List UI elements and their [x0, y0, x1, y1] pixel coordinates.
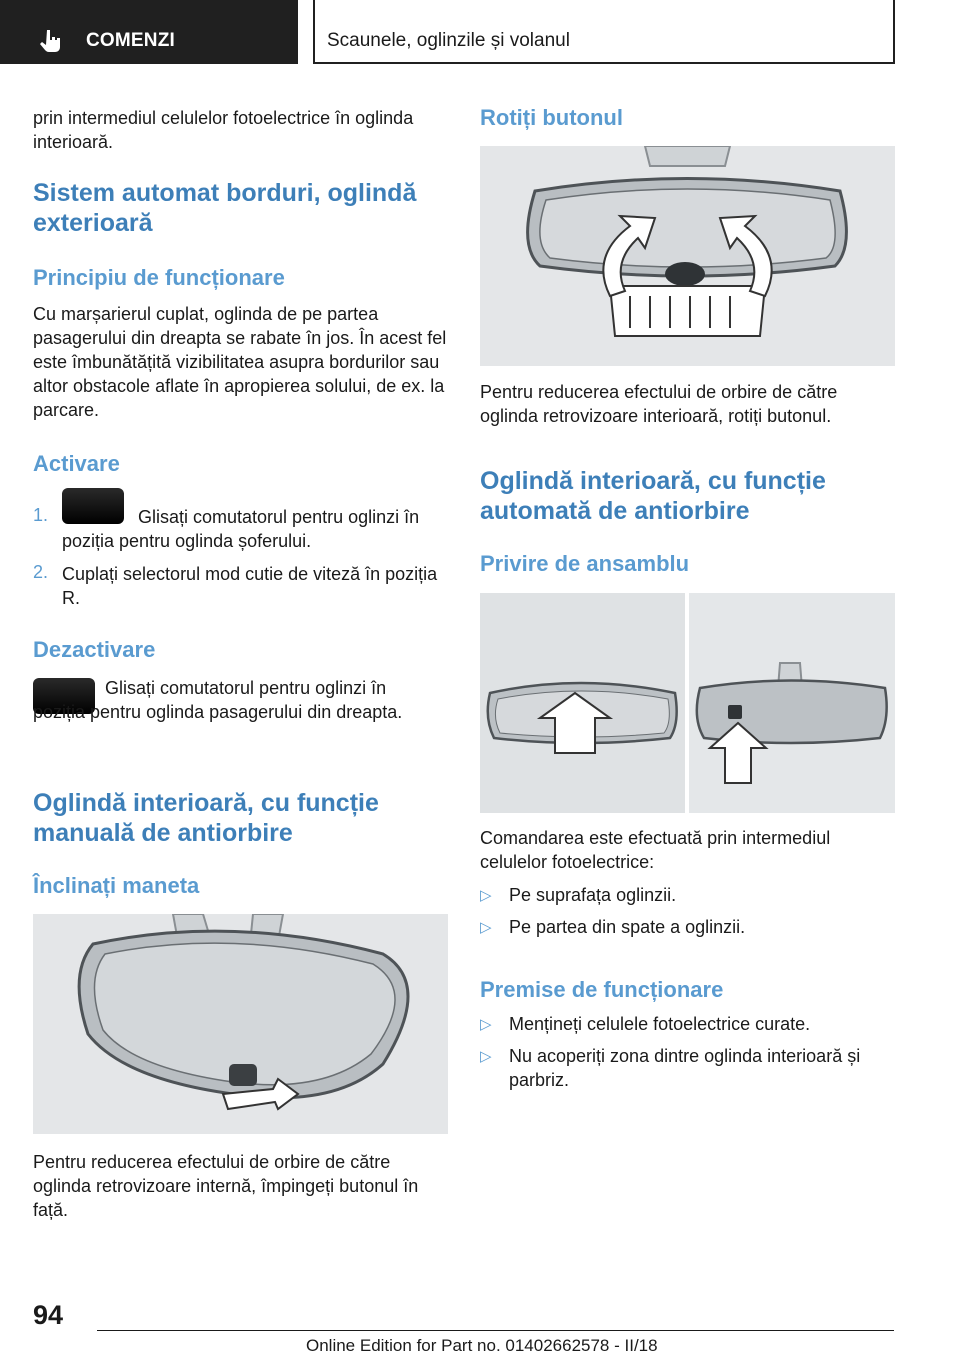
step-number: 2. — [33, 562, 49, 582]
manual-mirror-figure — [33, 914, 448, 1134]
tilt-paragraph: Pentru reducerea efectului de orbire de către oglinda retrovizoare internă, împingeți butonul în față. — [33, 1152, 419, 1220]
step-text: Cuplați selectorul mod cutie de viteză în poziția R. — [62, 564, 438, 608]
overview-illustration — [480, 593, 895, 813]
overview-figure — [480, 593, 895, 813]
principle-paragraph: Cu marșarierul cuplat, oglinda de pe partea pasagerului din dreapta se rabate în jos. În acest fel este îmbunătățită vizibilitatea asupra bordurilor sau altor obstacole aflate în apropierea solului, de ex. la parcare. — [33, 304, 447, 420]
intro-paragraph: prin intermediul celulelor fotoelectrice în oglinda interioară. — [33, 108, 414, 152]
bullet-text: Nu acoperiți zona dintre oglinda interioară și parbriz. — [509, 1046, 861, 1090]
step-number: 1. — [33, 505, 49, 525]
bullet-text: Pe partea din spate a oglinzii. — [509, 917, 746, 937]
manual-mirror-illustration — [33, 914, 448, 1134]
heading-manual-antiglare: Oglindă interioară, cu funcție manuală de antiorbire — [33, 789, 379, 847]
section-title: Scaunele, oglinzile și volanul — [327, 30, 570, 51]
bullet-text: Mențineți celulele fotoelectrice curate. — [509, 1014, 811, 1034]
rotate-knob-illustration — [480, 146, 895, 366]
heading-auto-curb: Sistem automat borduri, oglindă exterioară — [33, 179, 417, 237]
section-title-box — [313, 0, 895, 64]
heading-rotate-knob: Rotiți butonul — [480, 105, 623, 130]
triangle-bullet-icon: ▷ — [480, 1048, 492, 1065]
page-header — [0, 0, 960, 66]
heading-overview: Privire de ansamblu — [480, 551, 690, 576]
hand-pointer-icon — [38, 28, 64, 54]
chapter-tab-label: COMENZI — [86, 30, 176, 51]
page-number: 94 — [33, 1300, 64, 1330]
step-text: Glisați comutatorul pentru oglinzi în poziția pentru oglinda șoferului. — [62, 507, 420, 551]
heading-activation: Activare — [33, 451, 120, 476]
footer-divider — [97, 1330, 894, 1331]
heading-auto-antiglare: Oglindă interioară, cu funcție automată de antiorbire — [480, 467, 826, 525]
overview-paragraph: Comandarea este efectuată prin intermediul celulelor fotoelectrice: — [480, 828, 831, 872]
deactivation-paragraph: Glisați comutatorul pentru oglinzi în poziția pentru oglinda pasagerului din dreapta. — [33, 678, 403, 722]
chapter-tab[interactable] — [0, 0, 298, 64]
bullet-text: Pe suprafața oglinzii. — [509, 885, 677, 905]
heading-tilt-lever: Înclinați maneta — [33, 873, 200, 898]
triangle-bullet-icon: ▷ — [480, 919, 492, 936]
triangle-bullet-icon: ▷ — [480, 1016, 492, 1033]
rotate-paragraph: Pentru reducerea efectului de orbire de către oglinda retrovizoare interioară, rotiți butonul. — [480, 382, 838, 426]
heading-principle: Principiu de funcționare — [33, 265, 285, 290]
heading-deactivation: Dezactivare — [33, 637, 156, 662]
edition-text: Online Edition for Part no. 01402662578 - II/18 — [306, 1336, 658, 1355]
rotate-knob-figure — [480, 146, 895, 366]
heading-prerequisites: Premise de funcționare — [480, 977, 724, 1002]
triangle-bullet-icon: ▷ — [480, 887, 492, 904]
